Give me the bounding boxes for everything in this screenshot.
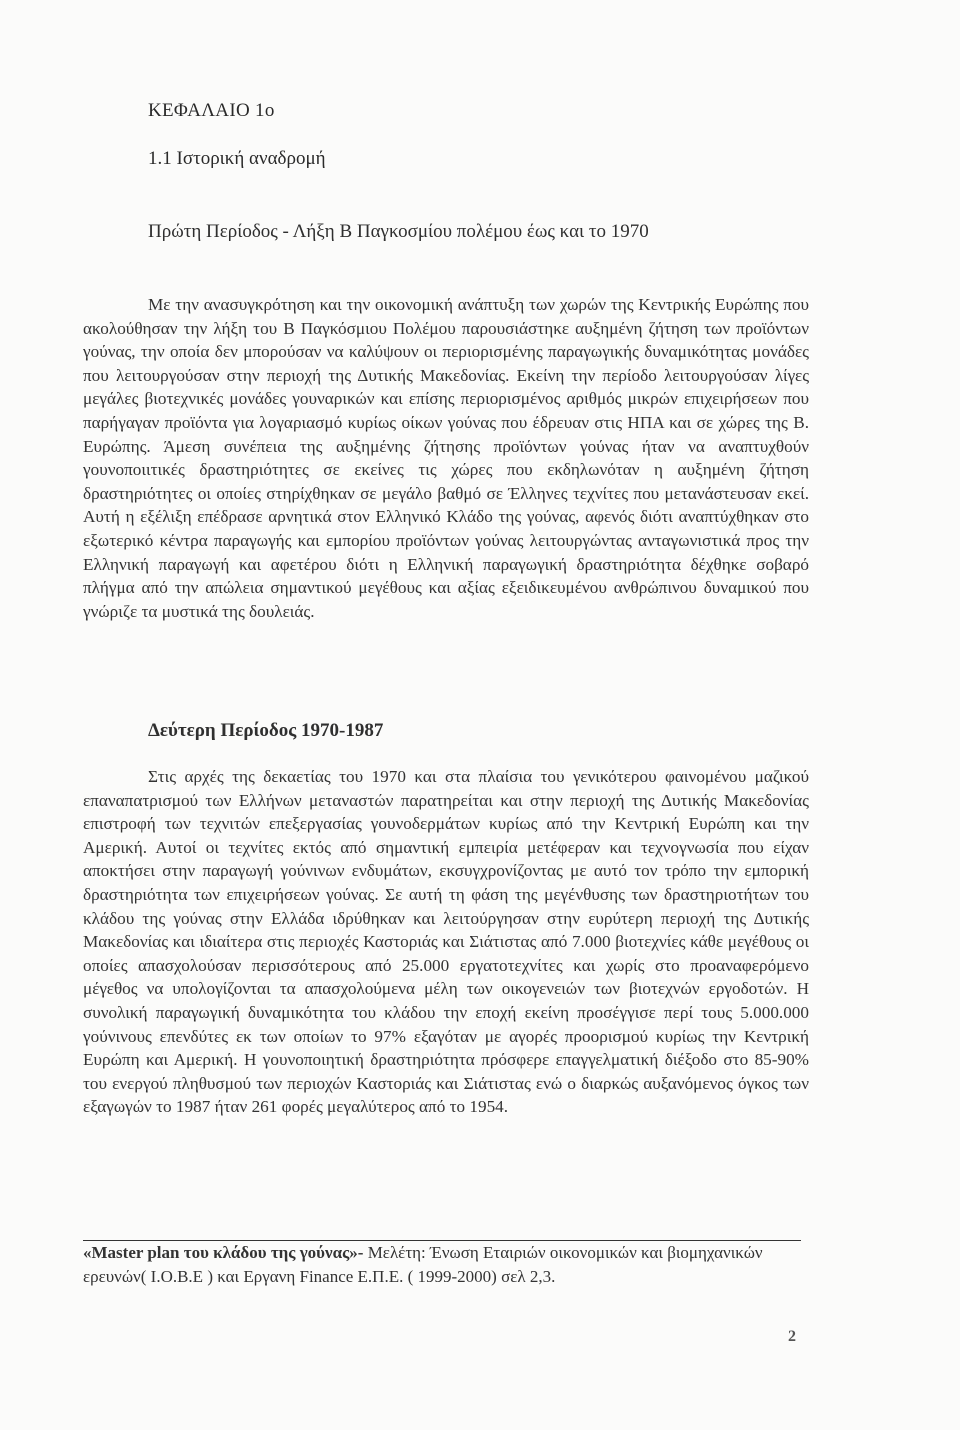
period-2-heading: Δεύτερη Περίοδος 1970-1987: [148, 720, 384, 741]
footnote: [83, 1241, 809, 1288]
section-title: 1.1 Ιστορική αναδρομή: [148, 148, 326, 169]
chapter-title: ΚΕΦΑΛΑΙΟ 1ο: [148, 100, 275, 121]
footnote-text: Μελέτη: Ένωση Εταιριών οικονομικών και βιομηχανικών ερευνών( Ι.Ο.Β.Ε ) και Εργανη Finance Ε.Π.Ε. ( 1999-2000) σελ 2,3.: [83, 1243, 763, 1286]
footnote-title: «Master plan του κλάδου της γούνας»-: [83, 1243, 364, 1262]
period-1-heading: Πρώτη Περίοδος - Λήξη Β Παγκοσμίου πολέμου έως και το 1970: [148, 221, 649, 242]
period-1-paragraph: Με την ανασυγκρότηση και την οικονομική ανάπτυξη των χωρών της Κεντρικής Ευρώπης που ακολούθησαν την λήξη του Β Παγκόσμιου Πολέμου παρουσιάστηκε αυξημένη ζήτηση των προϊόντων γούνας, την οποία δεν μπορούσαν να καλύψουν οι περιορισμένης παραγωγικής δυναμικότητας μονάδες που λειτουργούσαν στην περιοχή της Δυτικής Μακεδονίας. Εκείνη την περίοδο λειτουργούσαν λίγες μεγάλες βιοτεχνικές μονάδες γουναρικών και επίσης περιορισμένος αριθμός μικρών επιχειρήσεων που παρήγαγαν προϊόντα για λογαριασμό κυρίως οίκων γούνας που έδρευαν στις ΗΠΑ και σε χώρες της Β. Ευρώπης. Άμεση συνέπεια της αυξημένης ζήτησης προϊόντων γούνας ήταν να αναπτυχθούν γουνοποιιτικές δραστηριότητες σε εκείνες τις χώρες που εκδηλωνόταν η αυξημένη ζήτηση δραστηριότητες οι οποίες στηρίχθηκαν σε μεγάλο βαθμό σε Έλληνες τεχνίτες που μετανάστευσαν εκεί. Αυτή η εξέλιξη επέδρασε αρνητικά στον Ελληνικό Κλάδο της γούνας, αφενός διότι αναπτύχθηκαν στο εξωτερικό κέντρα παραγωγής και εμπορίου προϊόντων γούνας λειτουργώντας ανταγωνιστικά προς την Ελληνική παραγωγή και αφετέρου διότι η Ελληνική παραγωγική δραστηριότητα δέχθηκε σοβαρό πλήγμα από την απώλεια σημαντικού μεγέθους και αξίας εξειδικευμένου ανθρώπινου δυναμικού που γνώριζε τα μυστικά της δουλειάς.: [83, 295, 809, 621]
period-2-paragraph: Στις αρχές της δεκαετίας του 1970 και στα πλαίσια του γενικότερου φαινομένου μαζικού επαναπατρισμού των Ελλήνων μεταναστών παρατηρείται και στην περιοχή της Δυτικής Μακεδονίας επιστροφή των τεχνιτών επεξεργασίας γουνοδερμάτων κυρίως από την Κεντρική Ευρώπη και την Αμερική. Αυτοί οι τεχνίτες εκτός από σημαντική εμπειρία μετέφεραν και τεχνογνωσία που είχαν αποκτήσει στην παραγωγή γούνινων ενδυμάτων, εκσυγχρονίζοντας με αυτό τον τρόπο την εμπορική δραστηριότητα των επιχειρήσεων γούνας. Σε αυτή τη φάση της μεγένθυσης των δραστηριοτήτων του κλάδου της γούνας στην Ελλάδα ιδρύθηκαν και λειτούργησαν στην ευρύτερη περιοχή της Δυτικής Μακεδονίας και ιδιαίτερα στις περιοχές Καστοριάς και Σιάτιστας από 7.000 βιοτεχνίες κάθε μεγέθους οι οποίες απασχολούσαν περισσότερους από 25.000 εργατοτεχνίτες και χωρίς στο προαναφερόμενο μέγεθος να υπολογίζονται τα απασχολούμενα μέλη των οικογενειών των βιοτεχνών εργοδοτών. Η συνολική παραγωγική δυναμικότητα του κλάδου την εποχή εκείνη προσέγγισε περί τους 5.000.000 γούνινους επενδύτες εκ των οποίων το 97% εξαγόταν με αγορές προορισμού κυρίως την Κεντρική Ευρώπη και Αμερική. Η γουνοποιητική δραστηριότητα πρόσφερε επαγγελματική διέξοδο στο 85-90% του ενεργού πληθυσμού των περιοχών Καστοριάς και Σιάτιστας ενώ ο διαρκώς αυξανόμενος όγκος των εξαγωγών το 1987 ήταν 261 φορές μεγαλύτερος από το 1954.: [83, 767, 809, 1117]
page-number: 2: [788, 1328, 796, 1345]
